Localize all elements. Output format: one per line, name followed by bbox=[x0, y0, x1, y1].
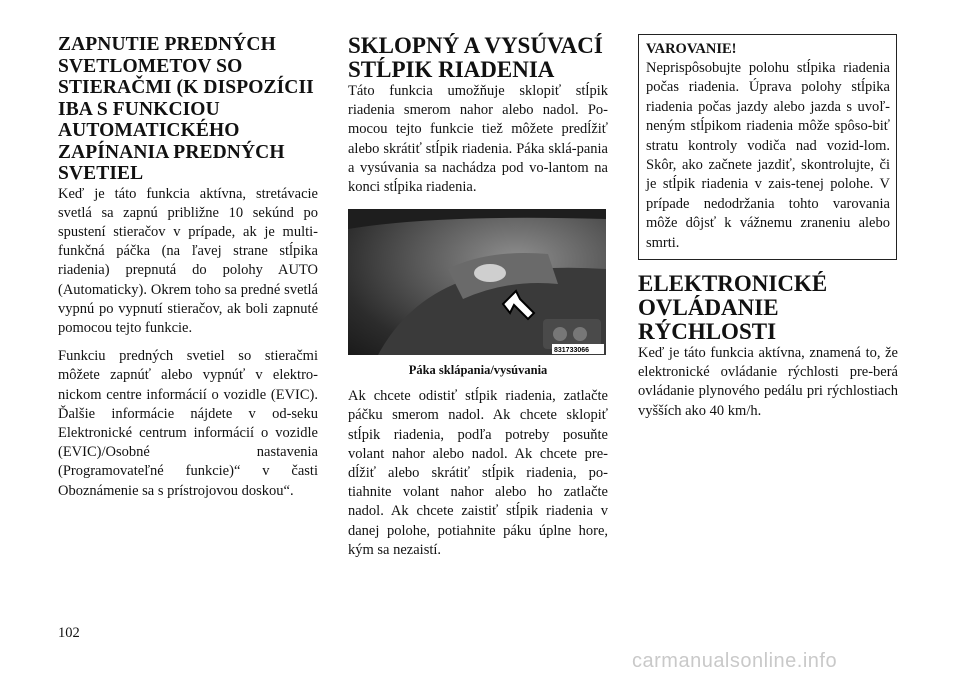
page-number: 102 bbox=[58, 625, 80, 641]
watermark: carmanualsonline.info bbox=[632, 650, 838, 672]
column-left bbox=[58, 34, 318, 501]
warning-title: VAROVANIE! bbox=[646, 41, 737, 57]
photo-caption: Páka sklápania/vysúvania bbox=[408, 363, 548, 378]
photo-code: 831733066 bbox=[554, 347, 590, 355]
section-heading-tilt-column: SKLOPNÝ A VYSÚVACÍ STĹPIK RIADENIA bbox=[348, 33, 603, 82]
paragraph-cruise-control: Keď je táto funkcia aktívna, znamená to, že elektronické ovládanie rýchlosti pre-berá ovládanie plynového pedálu pri rýchlostiach vyšších ako 40 km/h. bbox=[638, 345, 898, 419]
tilt-lever-illustration bbox=[348, 209, 606, 355]
paragraph-wiper-headlights-2: Funkciu predných svetiel so stieračmi môžete zapnúť alebo vypnúť v elektro-nickom centre informácií o vozidle (EVIC). Ďalšie informácie nájdete v od-seku Elektronické centrum informácií o vozidle (EVIC)/Osobné nastavenia (Programovateľné funkcie)“ v časti Oboznámenie sa s prístrojovou doskou“. bbox=[58, 348, 318, 499]
paragraph-wiper-headlights-1: Keď je táto funkcia aktívna, stretávacie svetlá sa zapnú približne 10 sekúnd po spustení stieračov v prípade, ak je multi-funkčná páčka (na ľavej strane stĺpika riadenia) prepnutá do polohy AUTO (Automaticky). Okrem toho sa predné svetlá vypnú po vypnutí stieračov, ak boli zapnuté pomocou tejto funkcie. bbox=[58, 185, 318, 336]
column-right bbox=[638, 34, 898, 421]
warning-text: Neprispôsobujte polohu stĺpika riadenia počas riadenia. Úprava polohy stĺpika riadenia počas jazdy alebo jazda s uvoľ-neným stĺpikom riadenia môže spôso-biť stratu kontroly vodiča nad vozid-lom. Skôr, ako začnete jazdiť, skontrolujte, či je stĺpik riadenia v zais-tenej polohe. V prípade nedodržania tohto varovania môže dôjsť k vážnemu zraneniu alebo smrti. bbox=[646, 60, 890, 251]
paragraph-tilt-column-1: Táto funkcia umožňuje sklopiť stĺpik riadenia smerom nahor alebo nadol. Po-mocou tejto funkcie tiež môžete predĺžiť alebo skrátiť stĺpik riadenia. Páka sklá-pania a vysúvania sa nachádza pod vo-lantom na konci stĺpika riadenia. bbox=[348, 83, 608, 196]
tilt-lever-photo bbox=[348, 209, 606, 355]
paragraph-tilt-column-2: Ak chcete odistiť stĺpik riadenia, zatlačte páčku smerom nadol. Ak chcete sklopiť stĺpik riadenia, podľa potreby posuňte volant nahor alebo nadol. Ak chcete pre-dĺžiť alebo skrátiť stĺpik riadenia, po-tiahnite volant nahor alebo ho zatlačte nadol. Ak chcete zaistiť stĺpik riadenia v danej polohe, potiahnite páku úplne hore, kým sa nezaistí. bbox=[348, 388, 608, 558]
warning-box bbox=[638, 34, 897, 260]
section-heading-wiper-headlights: ZAPNUTIE PREDNÝCH SVETLOMETOV SO STIERAČMI (K DISPOZÍCII IBA S FUNKCIOU AUTOMATICKÉHO ZAPÍNANIA PREDNÝCH SVETIEL bbox=[58, 34, 314, 184]
section-heading-cruise-control: ELEKTRONICKÉ OVLÁDANIE RÝCHLOSTI bbox=[638, 271, 828, 345]
column-middle bbox=[348, 34, 608, 560]
